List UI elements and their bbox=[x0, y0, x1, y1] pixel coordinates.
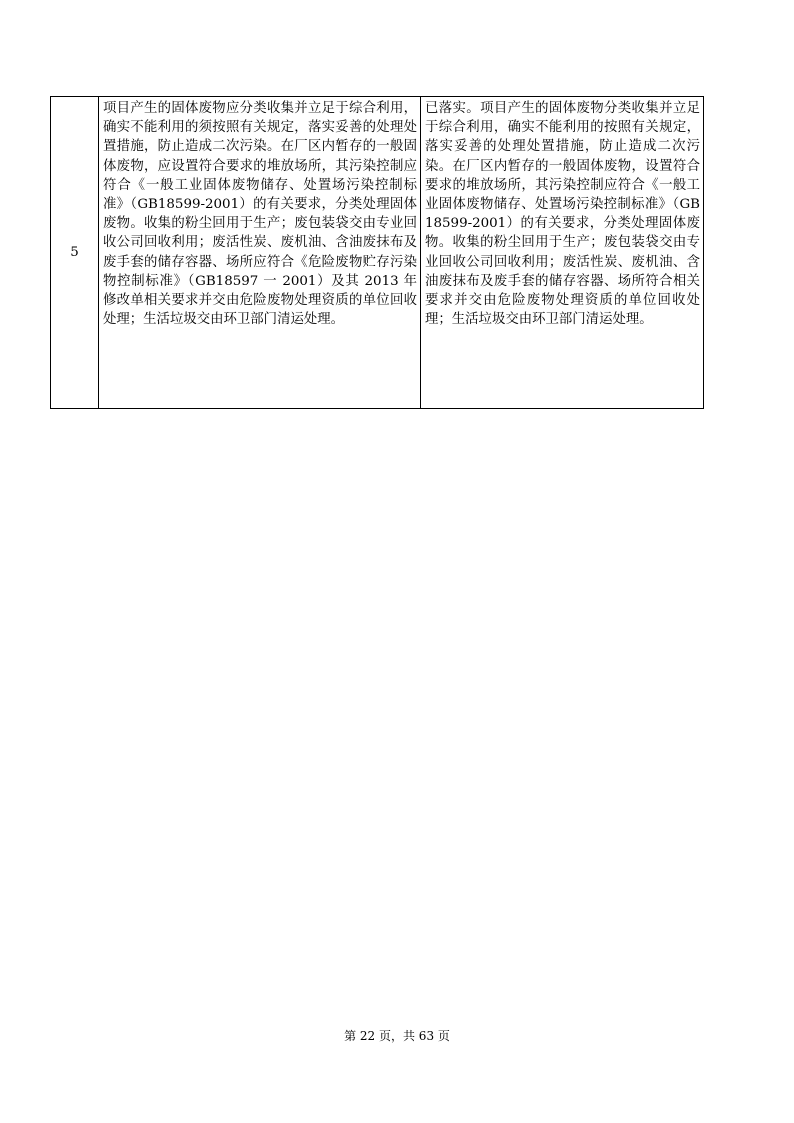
page-number-footer: 第 22 页，共 63 页 bbox=[344, 1029, 450, 1043]
implementation-cell: 已落实。项目产生的固体废物分类收集并立足于综合利用，确实不能利用的按照有关规定，落实妥善的处理处置措施，防止造成二次污染。在厂区内暂存的一般固体废物，设置符合要求的堆放场所，其污染控制应符合《一般工业固体废物储存、处置场污染控制标准》（GB18599-2001）的有关要求，分类处理固体废物。收集的粉尘回用于生产；废包装袋交由专业回收公司回收利用；废活性炭、废机油、含油废抹布及废手套的储存容器、场所符合相关要求并交由危险废物处理资质的单位回收处理；生活垃圾交由环卫部门清运处理。 bbox=[421, 97, 704, 409]
row-number: 5 bbox=[51, 97, 99, 409]
requirement-cell: 项目产生的固体废物应分类收集并立足于综合利用，确实不能利用的须按照有关规定，落实妥善的处理处置措施，防止造成二次污染。在厂区内暂存的一般固体废物，应设置符合要求的堆放场所，其污染控制应符合《一般工业固体废物储存、处置场污染控制标准》（GB18599-2001）的有关要求，分类处理固体废物。收集的粉尘回用于生产；废包装袋交由专业回收公司回收利用；废活性炭、废机油、含油废抹布及废手套的储存容器、场所应符合《危险废物贮存污染物控制标准》（GB18597 一 2001）及其 2013 年修改单相关要求并交由危险废物处理资质的单位回收处理；生活垃圾交由环卫部门清运处理。 bbox=[99, 97, 421, 409]
requirements-table bbox=[50, 96, 704, 409]
table-row bbox=[51, 97, 704, 409]
